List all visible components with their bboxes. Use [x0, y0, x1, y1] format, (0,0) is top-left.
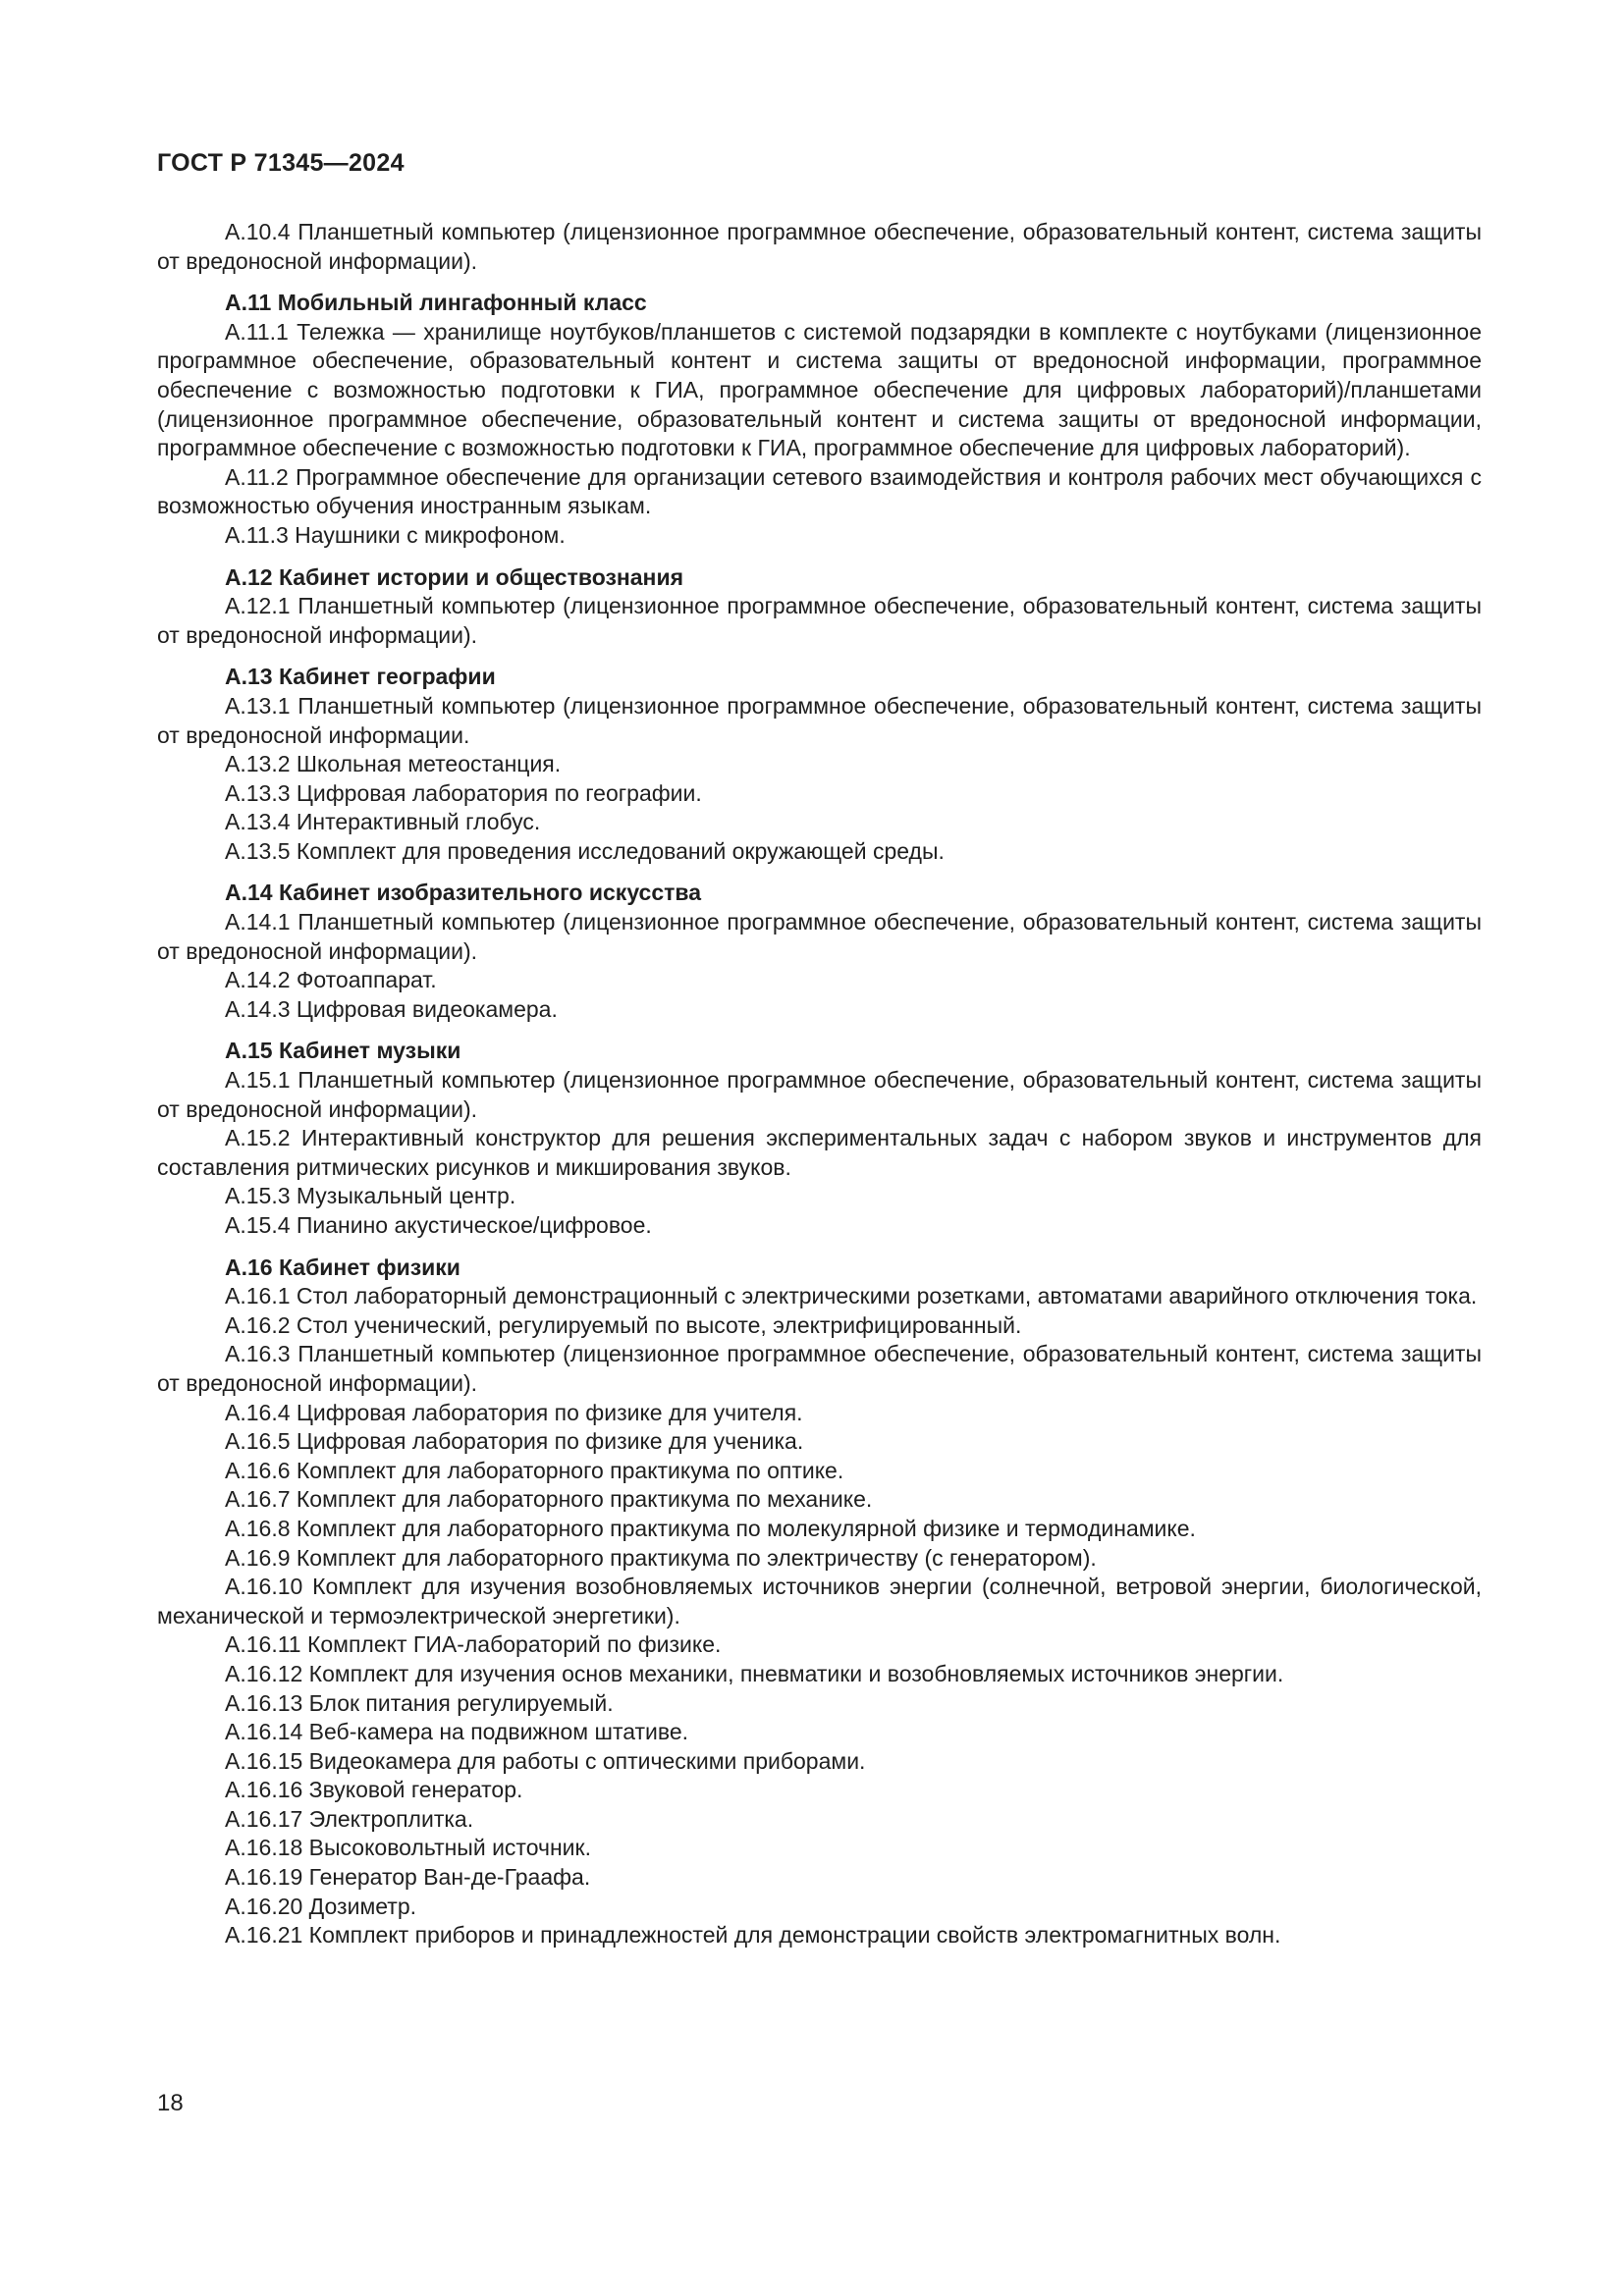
- list-item: А.13.1 Планшетный компьютер (лицензионное программное обеспечение, образовательный контент, система защиты от вредоносной информации.: [157, 692, 1482, 748]
- section-title: А.11 Мобильный лингафонный класс: [225, 290, 647, 316]
- list-item: А.14.2 Фотоаппарат.: [225, 967, 437, 993]
- list-item: А.15.4 Пианино акустическое/цифровое.: [225, 1212, 652, 1238]
- list-item: А.15.3 Музыкальный центр.: [225, 1183, 516, 1209]
- list-item: А.16.7 Комплект для лабораторного практикума по механике.: [225, 1486, 873, 1513]
- list-item: А.13.3 Цифровая лаборатория по географии.: [225, 779, 702, 806]
- list-item: А.16.2 Стол ученический, регулируемый по высоте, электрифицированный.: [225, 1311, 1022, 1338]
- list-item: А.16.10 Комплект для изучения возобновляемых источников энергии (солнечной, ветровой энергии, биологической, механической и термоэлектрической энергетики).: [157, 1574, 1482, 1629]
- document-code-header: ГОСТ Р 71345—2024: [157, 149, 405, 177]
- page-number: 18: [157, 2090, 184, 2116]
- list-item: А.11.3 Наушники с микрофоном.: [225, 521, 566, 548]
- section-title: А.12 Кабинет истории и обществознания: [225, 563, 684, 590]
- list-item: А.16.20 Дозиметр.: [225, 1893, 416, 1919]
- list-item: А.11.2 Программное обеспечение для организации сетевого взаимодействия и контроля рабочих мест обучающихся с возможностью обучения иностранным языкам.: [157, 463, 1482, 519]
- list-item: А.16.4 Цифровая лаборатория по физике для учителя.: [225, 1399, 803, 1425]
- list-item: А.16.12 Комплект для изучения основ механики, пневматики и возобновляемых источников энергии.: [225, 1660, 1284, 1686]
- section-title: А.16 Кабинет физики: [225, 1254, 460, 1280]
- list-item: А.13.5 Комплект для проведения исследований окружающей среды.: [225, 837, 945, 864]
- list-item: А.13.4 Интерактивный глобус.: [225, 809, 541, 835]
- list-item: А.16.8 Комплект для лабораторного практикума по молекулярной физике и термодинамике.: [225, 1515, 1196, 1541]
- list-item: А.16.9 Комплект для лабораторного практикума по электричеству (с генератором).: [225, 1544, 1097, 1571]
- list-item: А.16.19 Генератор Ван-де-Граафа.: [225, 1864, 591, 1891]
- section-title: А.14 Кабинет изобразительного искусства: [225, 880, 702, 906]
- list-item: А.16.3 Планшетный компьютер (лицензионное программное обеспечение, образовательный контент, система защиты от вредоносной информации).: [157, 1341, 1482, 1396]
- list-item: А.16.13 Блок питания регулируемый.: [225, 1689, 614, 1716]
- list-item: А.13.2 Школьная метеостанция.: [225, 751, 562, 777]
- list-item: А.16.17 Электроплитка.: [225, 1805, 474, 1832]
- list-item: А.11.1 Тележка — хранилище ноутбуков/планшетов с системой подзарядки в комплекте с ноутбуками (лицензионное программное обеспечение, образовательный контент и система защиты от вредоносной информации, программное обеспечение с возможностью подготовки к ГИА, программное обеспечение для цифровых лабораторий)/планшетами (лицензионное программное обеспечение, образовательный контент и система защиты от вредоносной информации, программное обеспечение с возможностью подготовки к ГИА, программное обеспечение для цифровых лабораторий).: [157, 318, 1482, 461]
- list-item: А.16.14 Веб-камера на подвижном штативе.: [225, 1719, 689, 1745]
- list-item: А.16.5 Цифровая лаборатория по физике для ученика.: [225, 1428, 804, 1455]
- list-item: А.12.1 Планшетный компьютер (лицензионное программное обеспечение, образовательный контент, система защиты от вредоносной информации).: [157, 593, 1482, 648]
- list-item: А.10.4 Планшетный компьютер (лицензионное программное обеспечение, образовательный контент, система защиты от вредоносной информации).: [157, 219, 1482, 274]
- list-item: А.15.1 Планшетный компьютер (лицензионное программное обеспечение, образовательный контент, система защиты от вредоносной информации).: [157, 1067, 1482, 1122]
- list-item: А.16.11 Комплект ГИА-лабораторий по физике.: [225, 1631, 722, 1658]
- section-title: А.15 Кабинет музыки: [225, 1038, 461, 1064]
- list-item: А.16.21 Комплект приборов и принадлежностей для демонстрации свойств электромагнитных волн.: [225, 1922, 1281, 1949]
- list-item: А.14.3 Цифровая видеокамера.: [225, 995, 558, 1022]
- list-item: А.16.18 Высоковольтный источник.: [225, 1835, 591, 1861]
- list-item: А.16.1 Стол лабораторный демонстрационный с электрическими розетками, автоматами аварийного отключения тока.: [225, 1283, 1478, 1309]
- list-item: А.16.15 Видеокамера для работы с оптическими приборами.: [225, 1747, 866, 1774]
- list-item: А.16.16 Звуковой генератор.: [225, 1777, 523, 1803]
- list-item: А.16.6 Комплект для лабораторного практикума по оптике.: [225, 1457, 844, 1483]
- section-title: А.13 Кабинет географии: [225, 664, 496, 690]
- list-item: А.14.1 Планшетный компьютер (лицензионное программное обеспечение, образовательный контент, система защиты от вредоносной информации).: [157, 909, 1482, 964]
- document-body: [157, 218, 1482, 1950]
- list-item: А.15.2 Интерактивный конструктор для решения экспериментальных задач с набором звуков и инструментов для составления ритмических рисунков и микширования звуков.: [157, 1125, 1482, 1180]
